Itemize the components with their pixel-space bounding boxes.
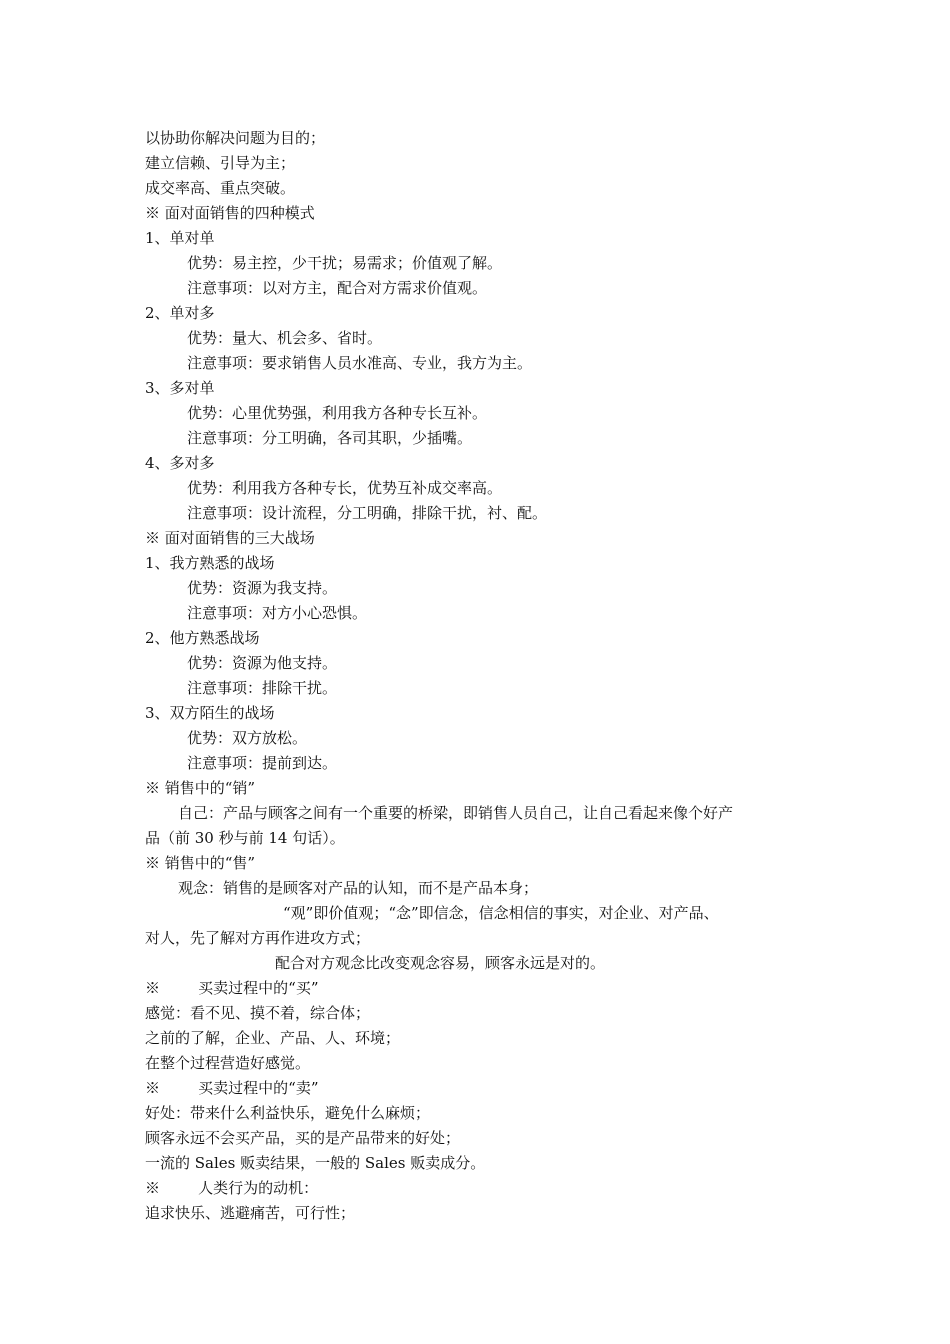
text-line: 配合对方观念比改变观念容易，顾客永远是对的。 (275, 954, 606, 972)
subsection-heading: 3、双方陌生的战场 (145, 704, 275, 722)
text-line: 优势：资源为他支持。 (187, 654, 338, 672)
text-line: 优势：利用我方各种专长，优势互补成交率高。 (187, 479, 503, 497)
text-line: 在整个过程营造好感觉。 (145, 1054, 311, 1072)
text-line: 追求快乐、逃避痛苦，可行性； (145, 1204, 356, 1222)
text-line: 优势：量大、机会多、省时。 (187, 329, 383, 347)
text-line: 注意事项：对方小心恐惧。 (187, 604, 368, 622)
text-line: 对人，先了解对方再作进攻方式； (145, 929, 371, 947)
text-line: 注意事项：以对方主，配合对方需求价值观。 (187, 279, 488, 297)
text-line: 好处：带来什么利益快乐，避免什么麻烦； (145, 1104, 431, 1122)
subsection-heading: 2、他方熟悉战场 (145, 629, 260, 647)
text-line: “观”即价值观；“念”即信念，信念相信的事实，对企业、对产品、 (283, 904, 719, 922)
text-line: 成交率高、重点突破。 (145, 179, 296, 197)
text-line: 建立信赖、引导为主； (145, 154, 296, 172)
section-heading: ※ 销售中的“销” (145, 779, 256, 797)
text-line: 自己：产品与顾客之间有一个重要的桥梁，即销售人员自己，让自己看起来像个好产 (178, 804, 734, 822)
text-line: 优势：易主控，少干扰；易需求；价值观了解。 (187, 254, 503, 272)
subsection-heading: 1、我方熟悉的战场 (145, 554, 275, 572)
section-heading: ※ 面对面销售的三大战场 (145, 529, 315, 547)
text-line: 品（前 30 秒与前 14 句话）。 (145, 829, 345, 847)
text-line: 感觉：看不见、摸不着，综合体； (145, 1004, 371, 1022)
subsection-heading: 3、多对单 (145, 379, 215, 397)
text-line: 之前的了解，企业、产品、人、环境； (145, 1029, 401, 1047)
text-line: 一流的 Sales 贩卖结果，一般的 Sales 贩卖成分。 (145, 1154, 486, 1172)
text-line: 观念：销售的是顾客对产品的认知，而不是产品本身； (178, 879, 539, 897)
subsection-heading: 1、单对单 (145, 229, 215, 247)
text-line: 优势：资源为我支持。 (187, 579, 338, 597)
text-line: 注意事项：排除干扰。 (187, 679, 338, 697)
text-line: 顾客永远不会买产品，买的是产品带来的好处； (145, 1129, 461, 1147)
section-heading: ※ 买卖过程中的“卖” (145, 1079, 319, 1097)
section-heading: ※ 人类行为的动机： (145, 1179, 319, 1197)
text-line: 优势：心里优势强，利用我方各种专长互补。 (187, 404, 488, 422)
text-line: 注意事项：分工明确，各司其职，少插嘴。 (187, 429, 473, 447)
text-line: 注意事项：提前到达。 (187, 754, 338, 772)
subsection-heading: 2、单对多 (145, 304, 215, 322)
text-line: 以协助你解决问题为目的； (145, 129, 326, 147)
section-heading: ※ 面对面销售的四种模式 (145, 204, 315, 222)
section-heading: ※ 买卖过程中的“买” (145, 979, 319, 997)
text-line: 优势：双方放松。 (187, 729, 308, 747)
section-heading: ※ 销售中的“售” (145, 854, 256, 872)
subsection-heading: 4、多对多 (145, 454, 215, 472)
text-line: 注意事项：设计流程，分工明确，排除干扰，衬、配。 (187, 504, 548, 522)
text-line: 注意事项：要求销售人员水准高、专业，我方为主。 (187, 354, 533, 372)
